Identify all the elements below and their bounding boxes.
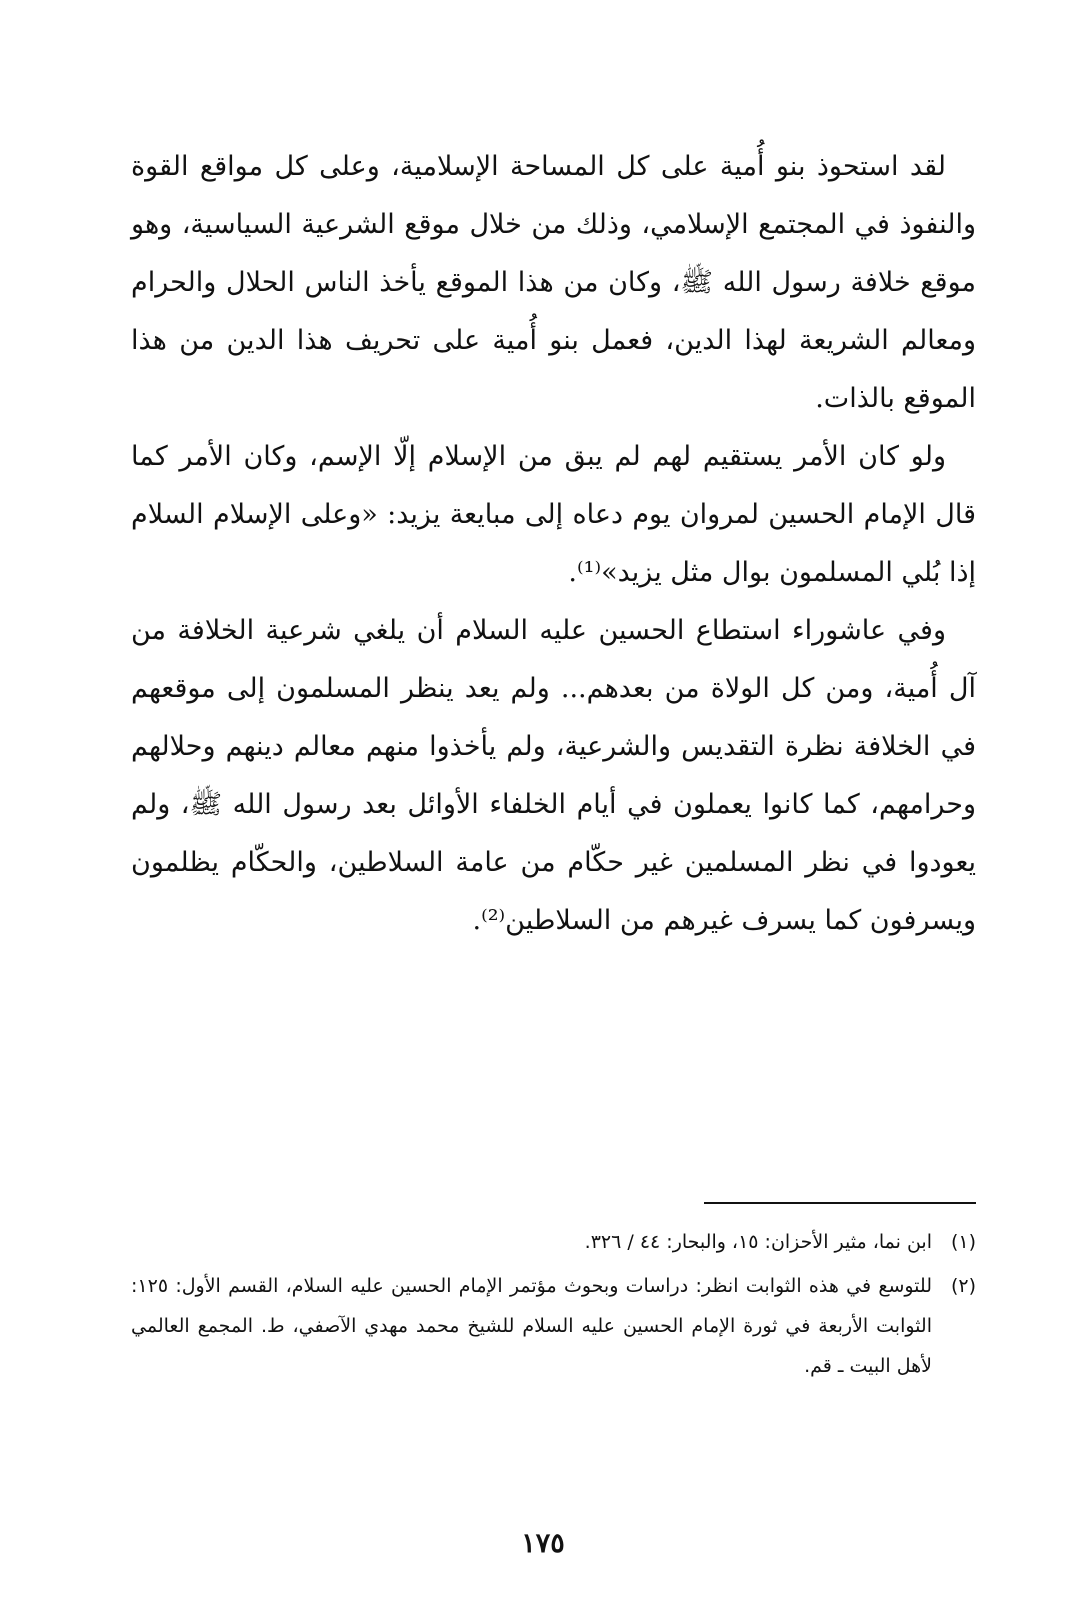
page-number: ١٧٥ — [521, 1528, 565, 1559]
paragraph: ولو كان الأمر يستقيم لهم لم يبق من الإسلام إلّا الإسم، وكان الأمر كما قال الإمام الحسين لمروان يوم دعاه إلى مبايعة يزيد: «وعلى الإسلام السلام إذا بُلي المسلمون بوال مثل يزيد»⁽¹⁾. — [131, 441, 976, 588]
footnote-divider — [704, 1202, 976, 1204]
footnote — [131, 1222, 976, 1262]
footnote-marker: (١) — [950, 1231, 976, 1253]
paragraph: لقد استحوذ بنو أُمية على كل المساحة الإسلامية، وعلى كل مواقع القوة والنفوذ في المجتمع الإسلامي، وذلك من خلال موقع الشرعية السياسية، وهو موقع خلافة رسول الله ﷺ، وكان من هذا الموقع يأخذ الناس الحلال والحرام ومعالم الشريعة لهذا الدين، فعمل بنو أُمية على تحريف هذا الدين من هذا الموقع بالذات. — [131, 151, 976, 414]
main-text — [131, 138, 976, 950]
footnote-text: للتوسع في هذه الثوابت انظر: دراسات وبحوث مؤتمر الإمام الحسين عليه السلام، القسم الأول: ١٢٥: الثوابت الأربعة في ثورة الإمام الحسين عليه السلام للشيخ محمد مهدي الآصفي، ط. المجمع العالمي لأهل البيت ـ قم. — [131, 1275, 932, 1377]
footnotes — [131, 1222, 976, 1390]
footnote-text: ابن نما، مثير الأحزان: ١٥، والبحار: ٤٤ / ٣٢٦. — [584, 1231, 932, 1253]
footnote-marker: (٢) — [950, 1275, 976, 1297]
footnote — [131, 1266, 976, 1386]
paragraph: وفي عاشوراء استطاع الحسين عليه السلام أن يلغي شرعية الخلافة من آل أُمية، ومن كل الولاة من بعدهم... ولم يعد ينظر المسلمون إلى موقعهم في الخلافة نظرة التقديس والشرعية، ولم يأخذوا منهم معالم دينهم وحلالهم وحرامهم، كما كانوا يعملون في أيام الخلفاء الأوائل بعد رسول الله ﷺ، ولم يعودوا في نظر المسلمين غير حكّام من عامة السلاطين، والحكّام يظلمون ويسرفون كما يسرف غيرهم من السلاطين⁽²⁾. — [131, 615, 976, 936]
